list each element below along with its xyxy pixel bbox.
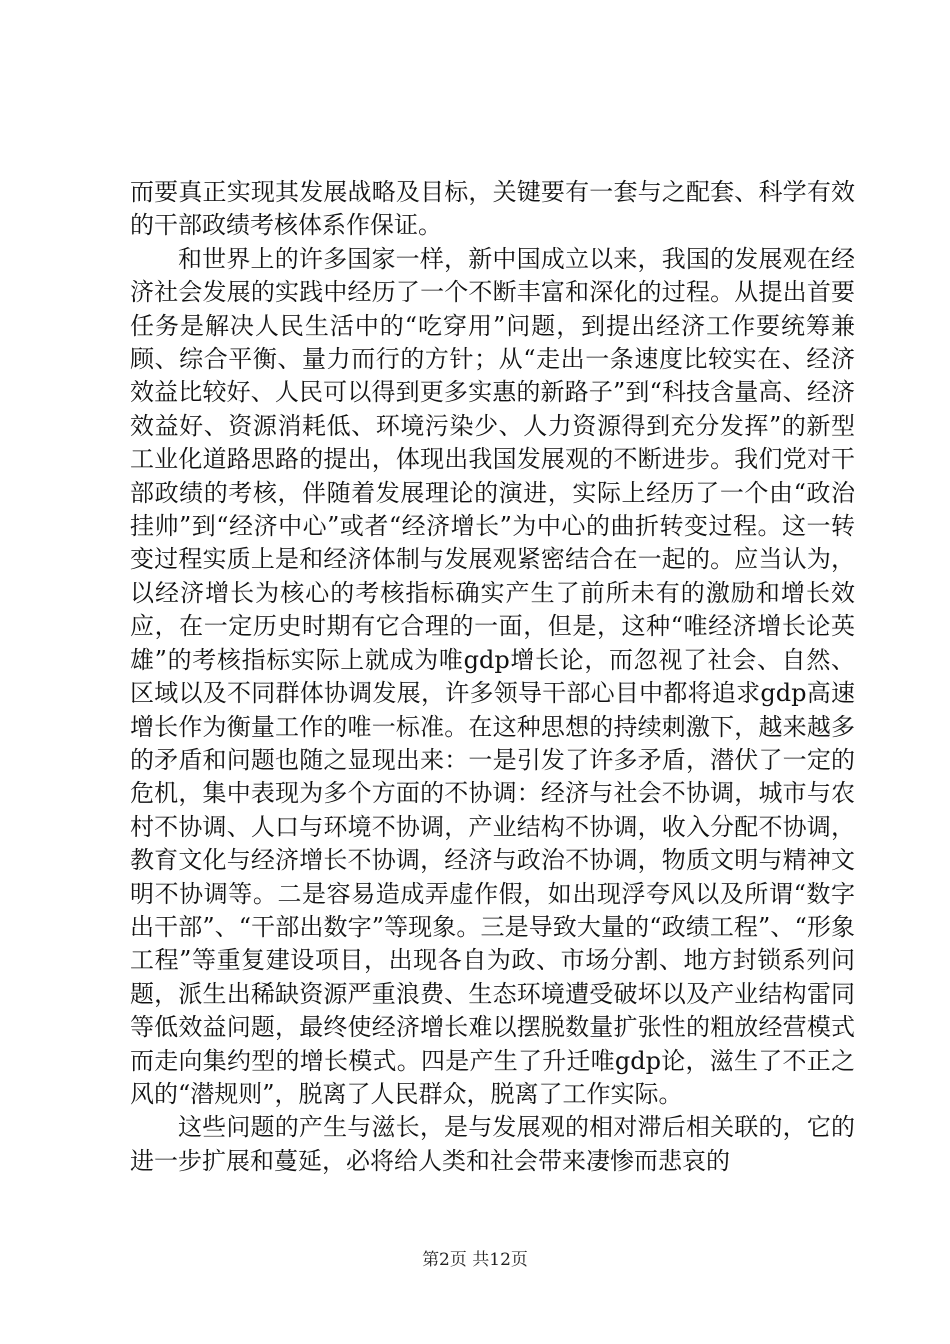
page-footer: 第2页 共12页 (422, 1250, 528, 1270)
paragraph-3: 这些问题的产生与滋长，是与发展观的相对滞后相关联的，它的进一步扩展和蔓延，必将给人类和社会带来凄惨而悲哀的 (130, 1113, 855, 1175)
paragraph-1: 而要真正实现其发展战略及目标，关键要有一套与之配套、科学有效的干部政绩考核体系作保证。 (130, 178, 855, 240)
paragraph-2: 和世界上的许多国家一样，新中国成立以来，我国的发展观在经济社会发展的实践中经历了一个不断丰富和深化的过程。从提出首要任务是解决人民生活中的“吃穿用”问题，到提出经济工作要统筹兼顾、综合平衡、量力而行的方针；从“走出一条速度比较实在、经济效益比较好、人民可以得到更多实惠的新路子”到“科技含量高、经济效益好、资源消耗低、环境污染少、人力资源得到充分发挥”的新型工业化道路思路的提出，体现出我国发展观的不断进步。我们党对干部政绩的考核，伴随着发展理论的演进，实际上经历了一个由“政治挂帅”到“经济中心”或者“经济增长”为中心的曲折转变过程。这一转变过程实质上是和经济体制与发展观紧密结合在一起的。应当认为，以经济增长为核心的考核指标确实产生了前所未有的激励和增长效应，在一定历史时期有它合理的一面，但是，这种“唯经济增长论英雄”的考核指标实际上就成为唯gdp增长论，而忽视了社会、自然、区域以及不同群体协调发展，许多领导干部心目中都将追求gdp高速增长作为衡量工作的唯一标准。在这种思想的持续刺激下，越来越多的矛盾和问题也随之显现出来：一是引发了许多矛盾，潜伏了一定的危机，集中表现为多个方面的不协调：经济与社会不协调，城市与农村不协调、人口与环境不协调，产业结构不协调，收入分配不协调，教育文化与经济增长不协调，经济与政治不协调，物质文明与精神文明不协调等。二是容易造成弄虚作假，如出现浮夸风以及所谓“数字出干部”、“干部出数字”等现象。三是导致大量的“政绩工程”、“形象工程”等重复建设项目，出现各自为政、市场分割、地方封锁系列问题，派生出稀缺资源严重浪费、生态环境遭受破坏以及产业结构雷同等低效益问题，最终使经济增长难以摆脱数量扩张性的粗放经营模式而走向集约型的增长模式。四是产生了升迁唯gdp论，滋生了不正之风的“潜规则”，脱离了人民群众，脱离了工作实际。 (130, 244, 855, 1108)
document-body (130, 176, 855, 1178)
